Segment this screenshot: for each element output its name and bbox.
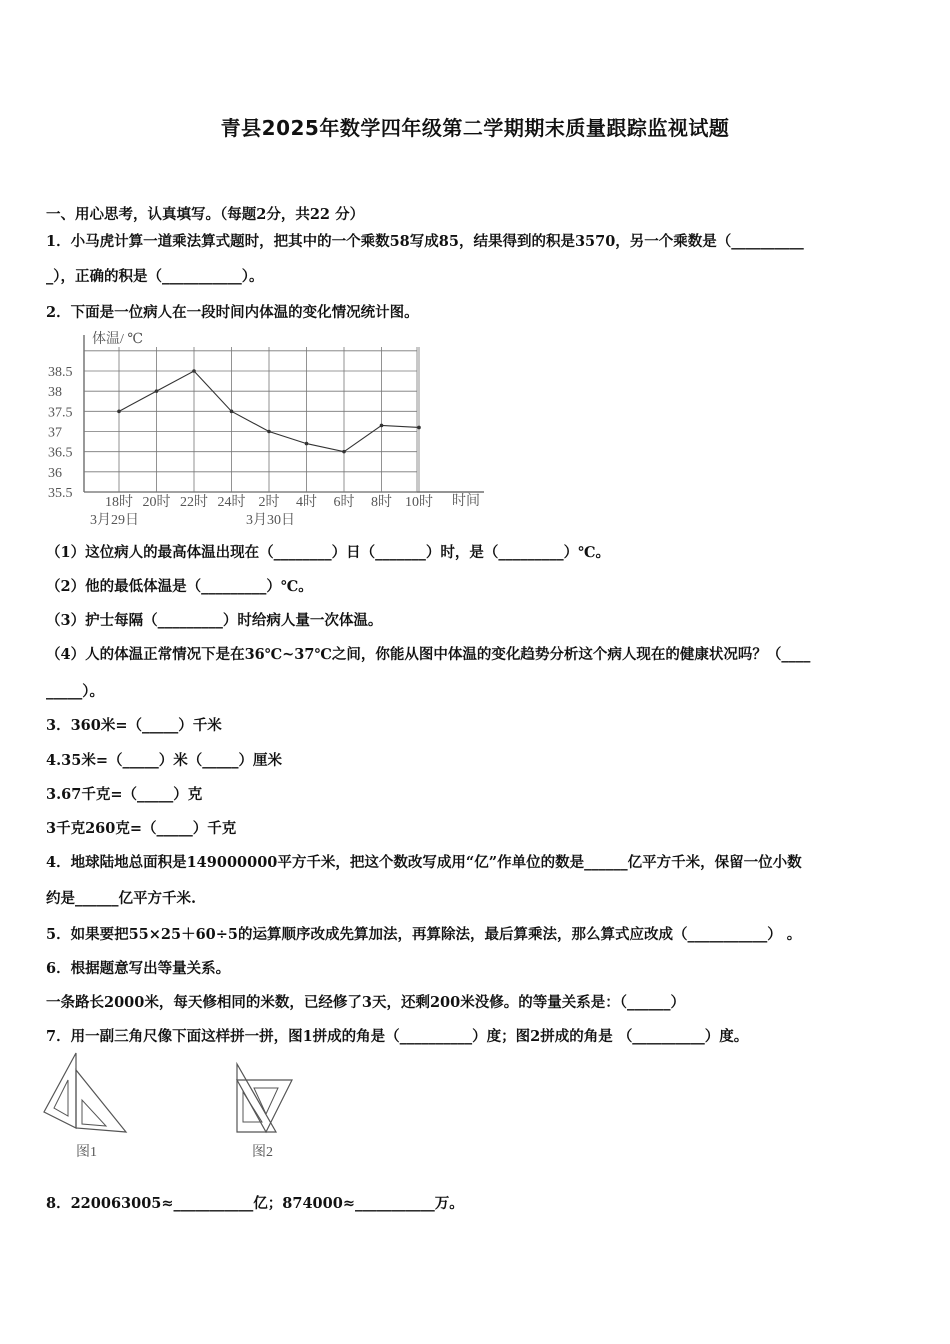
- figure-2-label: 图2: [252, 1145, 273, 1160]
- chart-data-point: [117, 410, 121, 414]
- question-8: 8．220063005≈___________亿；874000≈___________万。: [46, 1195, 464, 1212]
- chart-x-tick-label: 24时: [217, 495, 246, 510]
- question-3-a: 3．360米=（_____）千米: [46, 717, 222, 734]
- chart-x-tick-label: 4时: [296, 495, 317, 510]
- question-6-line-2: 一条路长2000米，每天修相同的米数，已经修了3天，还剩200米没修。的等量关系是：（______）: [46, 994, 685, 1011]
- chart-data-point: [267, 430, 271, 434]
- page-title: 青县2025年数学四年级第二学期期末质量跟踪监视试题: [220, 116, 730, 140]
- chart-x-tick-label: 22时: [180, 495, 208, 510]
- chart-y-axis-label: 体温/ ℃: [92, 332, 144, 347]
- chart-data-point: [155, 389, 159, 393]
- question-2-part-2: （2）他的最低体温是（_________）℃。: [46, 578, 313, 595]
- question-2-part-1: （1）这位病人的最高体温出现在（________）日（_______）时，是（_________）℃。: [46, 544, 610, 561]
- question-3-b: 4.35米=（_____）米（_____）厘米: [46, 752, 282, 769]
- question-7: 7．用一副三角尺像下面这样拼一拼，图1拼成的角是（__________）度；图2拼成的角是 （__________）度。: [46, 1028, 749, 1045]
- chart-data-point: [342, 450, 346, 454]
- question-3-d: 3千克260克=（_____）千克: [46, 820, 237, 837]
- chart-data-point: [380, 424, 384, 428]
- chart-data-point: [192, 369, 196, 373]
- chart-y-tick-labels: [48, 365, 73, 501]
- chart-y-tick-label: 38.5: [48, 365, 73, 380]
- chart-grid: [84, 335, 484, 492]
- question-1-line-2: _），正确的积是（___________）。: [46, 268, 264, 285]
- chart-y-tick-label: 36.5: [48, 445, 73, 461]
- temperature-chart: [44, 325, 504, 530]
- chart-x-tick-label: 6时: [333, 495, 355, 510]
- question-4-line-2: 约是______亿平方千米.: [46, 890, 197, 907]
- question-6-line-1: 6．根据题意写出等量关系。: [46, 960, 231, 977]
- section-1-heading: 一、用心思考，认真填写。（每题2分，共22 分）: [46, 206, 365, 223]
- chart-y-tick-label: 38: [48, 385, 62, 401]
- chart-x-axis-label: 时间: [452, 494, 480, 509]
- chart-x-tick-labels: [105, 494, 433, 510]
- chart-x-tick-label: 20时: [142, 495, 171, 510]
- chart-data-point: [417, 426, 421, 430]
- chart-x-tick-label: 2时: [258, 495, 280, 510]
- figure-1-label: 图1: [76, 1145, 97, 1160]
- question-5: 5．如果要把55×25＋60÷5的运算顺序改成先算加法，再算除法，最后算乘法，那么算式应改成（___________） 。: [46, 926, 802, 943]
- question-2-part-3: （3）护士每隔（_________）时给病人量一次体温。: [46, 612, 383, 629]
- chart-x-tick-label: 8时: [371, 495, 392, 510]
- chart-y-tick-label: 36: [48, 465, 62, 481]
- question-3-c: 3.67千克=（_____）克: [46, 786, 203, 803]
- chart-x-tick-label: 10时: [405, 495, 433, 510]
- question-2-part-4-line-2: _____）。: [46, 683, 104, 700]
- question-1-line-1: 1．小马虎计算一道乘法算式题时，把其中的一个乘数58写成85，结果得到的积是3570，另一个乘数是（__________: [46, 233, 804, 250]
- chart-date-label-2: 3月30日: [246, 513, 295, 528]
- chart-date-label-1: 3月29日: [90, 513, 139, 528]
- figure-1-triangles: [40, 1050, 140, 1165]
- chart-data-point: [230, 410, 234, 414]
- figure-2-triangles: [226, 1058, 306, 1166]
- question-4-line-1: 4．地球陆地总面积是149000000平方千米，把这个数改写成用“亿”作单位的数是______亿平方千米，保留一位小数: [46, 854, 802, 871]
- question-2-intro: 2．下面是一位病人在一段时间内体温的变化情况统计图。: [46, 304, 419, 321]
- chart-y-tick-label: 37: [48, 425, 62, 441]
- chart-data-point: [305, 442, 309, 446]
- chart-y-tick-label: 37.5: [48, 405, 73, 421]
- chart-x-tick-label: 18时: [105, 495, 133, 510]
- question-2-part-4-line-1: （4）人的体温正常情况下是在36℃~37℃之间，你能从图中体温的变化趋势分析这个病人现在的健康状况吗？（____: [46, 646, 811, 663]
- chart-y-tick-label: 35.5: [48, 486, 73, 501]
